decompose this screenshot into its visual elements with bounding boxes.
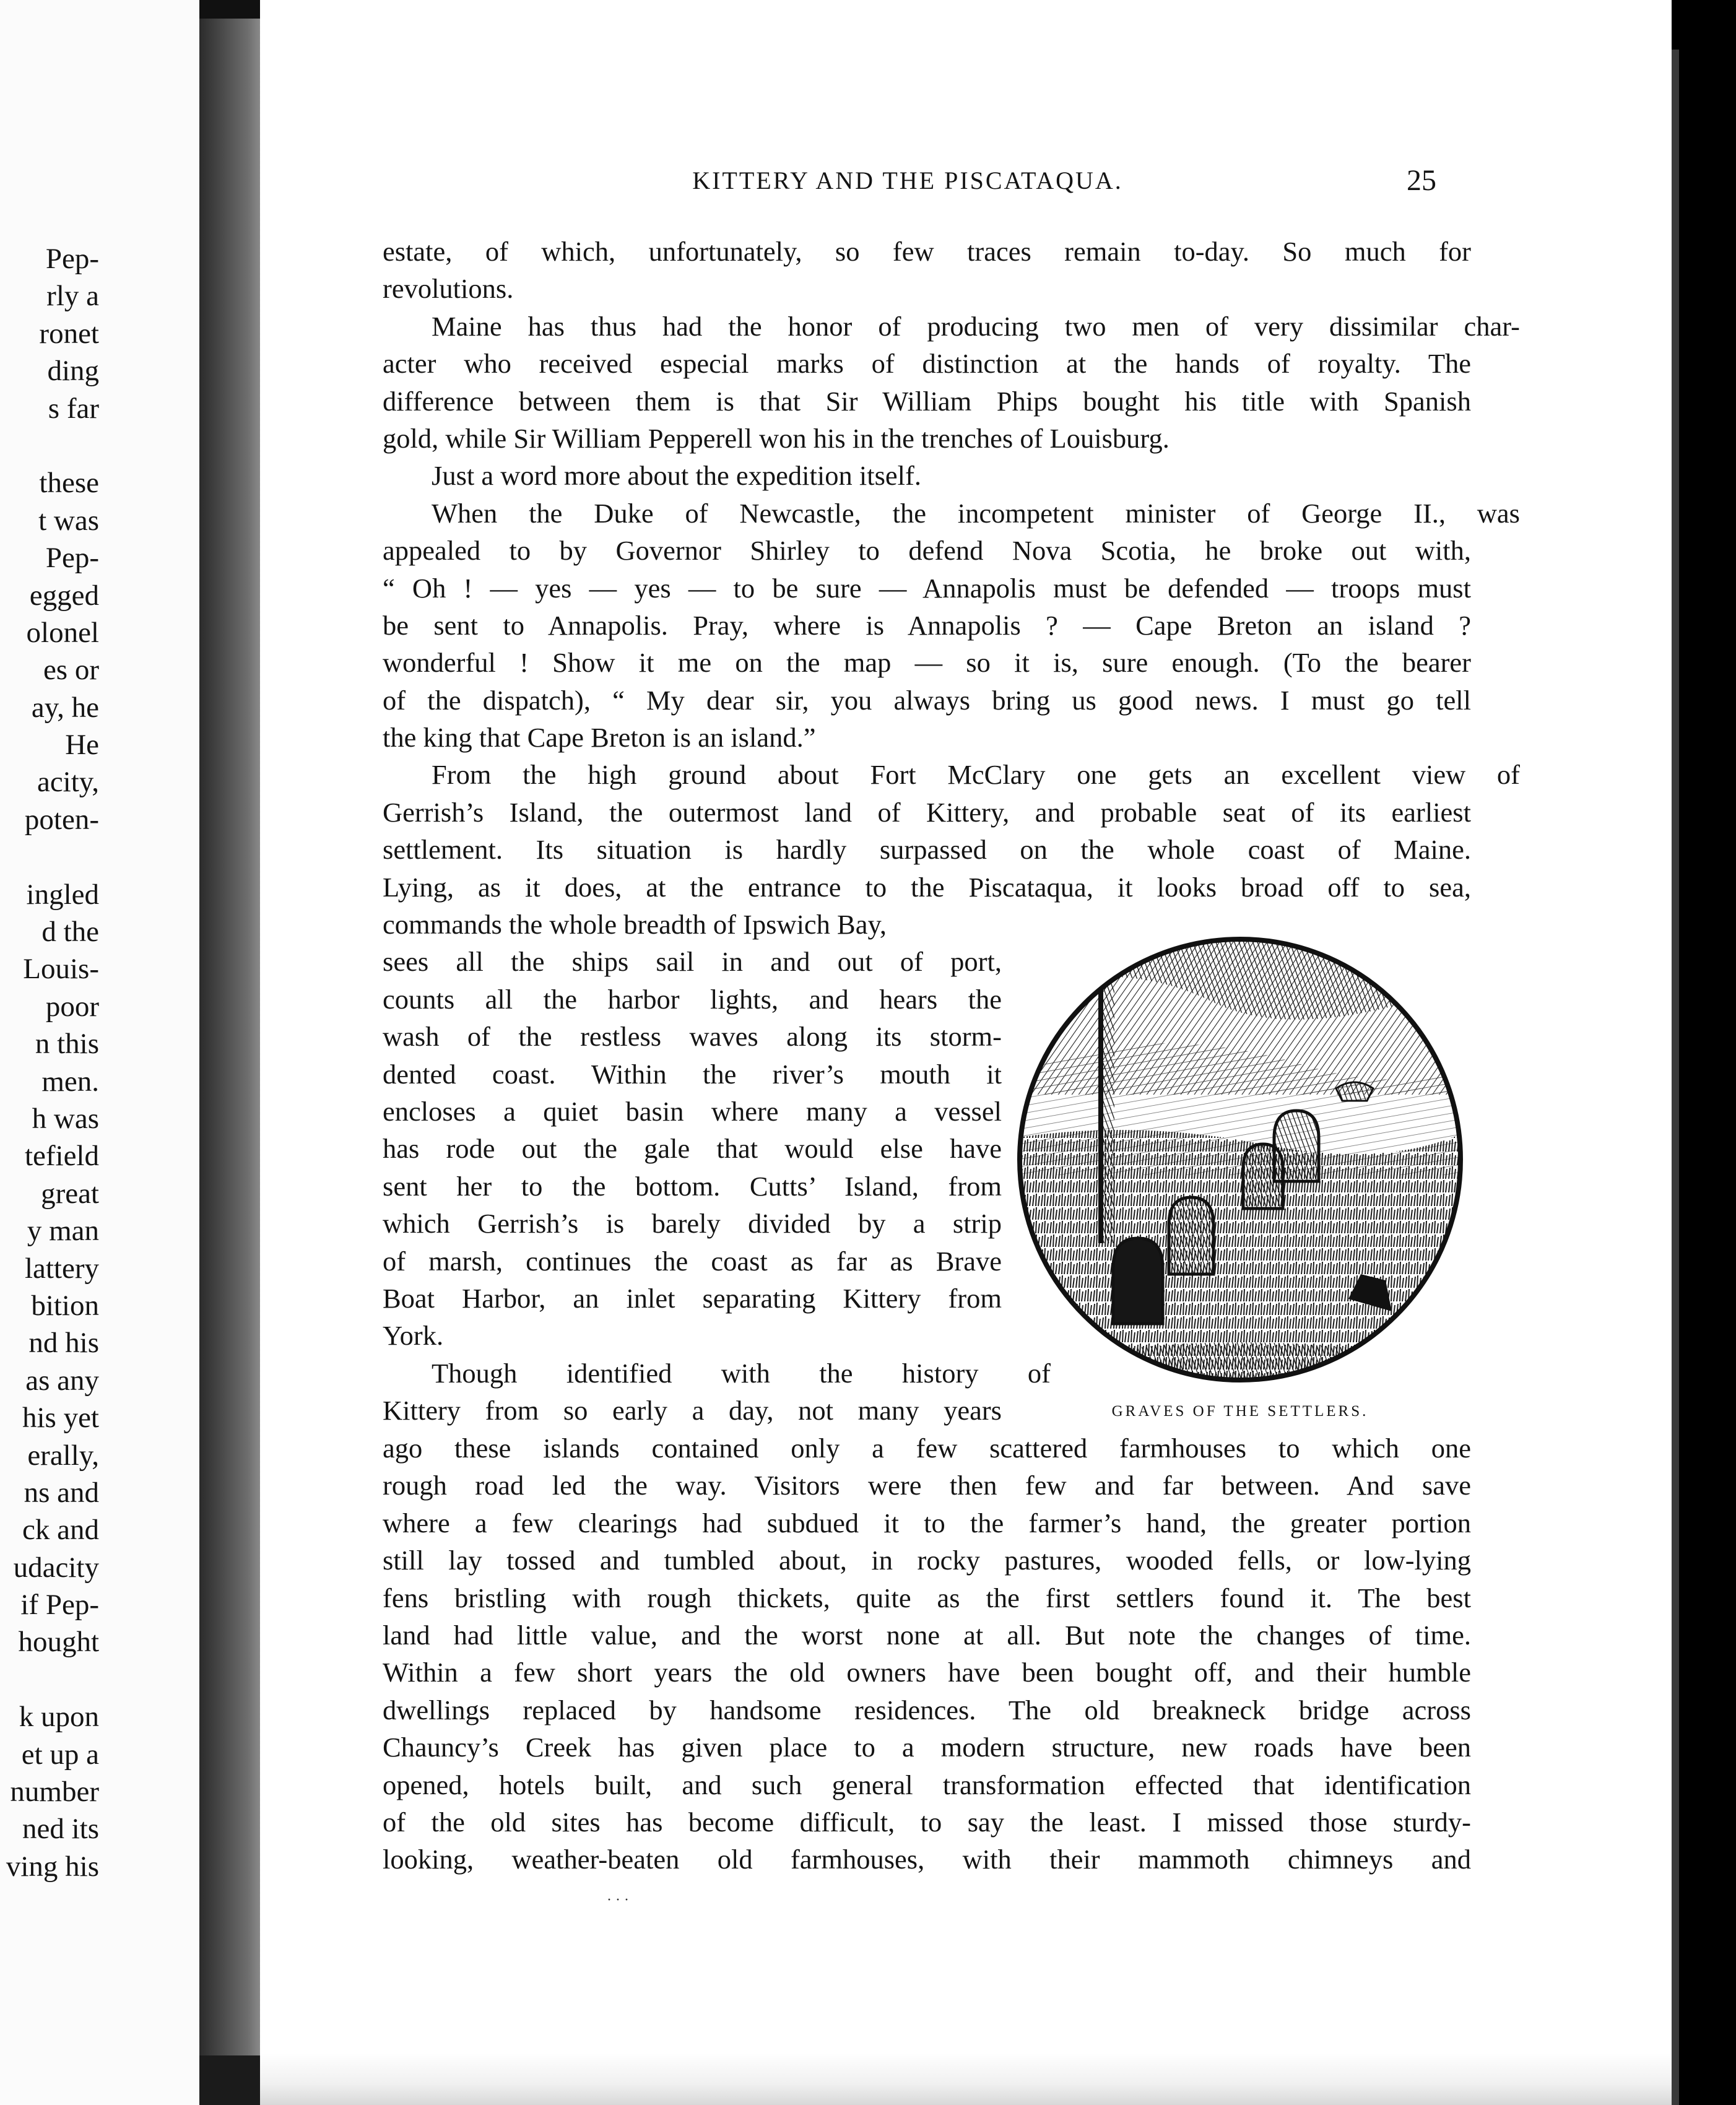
left-page-line: bition	[31, 1289, 99, 1322]
gutter-shadow-top	[199, 0, 260, 19]
text-line: where a few clearings had subdued it to the farmer’s hand, the greater portion	[383, 1507, 1471, 1539]
text-line: Kittery from so early a day, not many years	[383, 1395, 1002, 1426]
text-line: land had little value, and the worst none at all. But note the changes of time.	[383, 1619, 1471, 1651]
left-page-line: erally,	[27, 1439, 99, 1472]
left-page-line: He	[65, 729, 99, 762]
text-line: of the dispatch), “ My dear sir, you always bring us good news. I must go tell	[383, 684, 1471, 716]
left-page-line: et up a	[21, 1738, 99, 1771]
left-page-line: number	[10, 1776, 99, 1808]
left-page-line: Pep-	[45, 542, 99, 575]
text-line: “ Oh ! — yes — yes — to be sure — Annapolis must be defended — troops must	[383, 572, 1471, 604]
text-line: of the old sites has become difficult, to say the least. I missed those sturdy-	[383, 1806, 1471, 1838]
page-bottom-shadow	[260, 2053, 1672, 2105]
left-page-line: hought	[18, 1626, 99, 1659]
text-line: Chauncy’s Creek has given place to a modern structure, new roads have been	[383, 1732, 1471, 1763]
text-line: Gerrish’s Island, the outermost land of Kittery, and probable seat of its earliest	[383, 796, 1471, 828]
left-page-line: tefield	[24, 1140, 99, 1173]
text-line: wonderful ! Show it me on the map — so it is, sure enough. (To the bearer	[383, 647, 1471, 679]
text-line: encloses a quiet basin where many a vessel	[383, 1095, 1002, 1127]
text-line: acter who received especial marks of distinction at the hands of royalty. The	[383, 348, 1471, 380]
gutter-shadow-bottom	[199, 2055, 260, 2105]
left-page-line: ingled	[26, 878, 99, 911]
text-line: gold, while Sir William Pepperell won his in the trenches of Louisburg.	[383, 422, 1170, 454]
text-line: ago these islands contained only a few scattered farmhouses to which one	[383, 1433, 1471, 1464]
text-line: sent her to the bottom. Cutts’ Island, from	[383, 1170, 1002, 1202]
left-page-line: poten-	[24, 803, 99, 836]
text-line: York.	[383, 1320, 444, 1352]
left-page-line	[0, 427, 99, 464]
left-page-line: t was	[38, 504, 99, 537]
text-line: Though identified with the history of	[432, 1357, 1051, 1389]
text-line: dwellings replaced by handsome residences. The old breakneck bridge across	[383, 1694, 1471, 1725]
left-page-text-fragment	[0, 240, 99, 1885]
text-line: rough road led the way. Visitors were then few and far between. And save	[383, 1470, 1471, 1501]
book-gutter	[199, 0, 260, 2105]
left-page-line: egged	[29, 579, 99, 612]
left-page-line: Louis-	[23, 953, 99, 986]
left-page-line: if Pep-	[20, 1589, 99, 1621]
text-line: counts all the harbor lights, and hears the	[383, 983, 1002, 1015]
left-page-line	[0, 1661, 99, 1698]
text-line: settlement. Its situation is hardly surpassed on the whole coast of Maine.	[383, 834, 1471, 866]
text-line: Boat Harbor, an inlet separating Kittery from	[383, 1282, 1002, 1314]
text-line: Lying, as it does, at the entrance to the Piscataqua, it looks broad off to sea,	[383, 871, 1471, 903]
text-line: of marsh, continues the coast as far as Brave	[383, 1245, 1002, 1277]
left-page-line: udacity	[13, 1551, 99, 1584]
text-line: looking, weather-beaten old farmhouses, with their mammoth chimneys and	[383, 1844, 1471, 1875]
left-page-line: poor	[45, 990, 99, 1023]
text-line: which Gerrish’s is barely divided by a strip	[383, 1208, 1002, 1239]
body-text-top	[383, 233, 1596, 906]
left-page-line: s far	[48, 392, 99, 425]
left-page-line	[0, 838, 99, 875]
left-page-line: ay, he	[31, 691, 99, 724]
left-page-line: rly a	[46, 280, 99, 313]
text-line: revolutions.	[383, 273, 514, 305]
text-line: be sent to Annapolis. Pray, where is Annapolis ? — Cape Breton an island ?	[383, 609, 1471, 641]
text-line: commands the whole breadth of Ipswich Bay,	[383, 909, 887, 940]
left-page-line: ding	[47, 355, 99, 388]
text-line: From the high ground about Fort McClary one gets an excellent view of	[432, 759, 1520, 791]
text-line: appealed to by Governor Shirley to defend Nova Scotia, he broke out with,	[383, 535, 1471, 566]
text-line: wash of the restless waves along its storm-	[383, 1021, 1002, 1052]
left-page-line: es or	[43, 654, 99, 687]
running-title: KITTERY AND THE PISCATAQUA.	[692, 167, 1123, 194]
left-page-line: nd his	[28, 1327, 99, 1360]
text-line: Just a word more about the expedition itself.	[432, 460, 921, 492]
text-line: fens bristling with rough thickets, quite as the first settlers found it. The best	[383, 1582, 1471, 1613]
text-line: Within a few short years the old owners have been bought off, and their humble	[383, 1657, 1471, 1688]
left-page-line: these	[39, 467, 99, 500]
body-text-bottom	[383, 1430, 1596, 1878]
left-page-line: lattery	[24, 1252, 99, 1285]
figure-caption: GRAVES OF THE SETTLERS.	[1111, 1403, 1369, 1420]
left-facing-page	[0, 0, 199, 2105]
text-line: dented coast. Within the river’s mouth it	[383, 1058, 1002, 1090]
left-page-line: ck and	[22, 1514, 99, 1547]
text-line: Maine has thus had the honor of producing two men of very dissimilar char-	[432, 310, 1520, 342]
scan-right-border	[1672, 0, 1736, 2105]
text-line: still lay tossed and tumbled about, in rocky pastures, wooded fells, or low-lying	[383, 1545, 1471, 1576]
left-page-line: men.	[41, 1065, 99, 1098]
left-page-line: acity,	[37, 766, 99, 799]
left-page-line: y man	[27, 1215, 99, 1248]
scan-top-right-corner	[1672, 0, 1736, 50]
left-page-line: ned its	[22, 1813, 99, 1846]
left-page-line: olonel	[26, 616, 99, 649]
text-line: sees all the ships sail in and out of port,	[383, 946, 1002, 978]
text-line: opened, hotels built, and such general transformation effected that identification	[383, 1769, 1471, 1800]
left-page-line: h was	[32, 1102, 99, 1135]
engraving-figure	[1014, 934, 1466, 1428]
page-right-edge	[1672, 0, 1679, 2105]
left-page-line: n this	[35, 1028, 99, 1061]
left-page-line: as any	[25, 1364, 99, 1397]
left-page-line: his yet	[22, 1402, 99, 1434]
left-page-line: Pep-	[45, 243, 99, 275]
graves-engraving-illustration	[1014, 934, 1466, 1392]
text-line: difference between them is that Sir William Phips bought his title with Spanish	[383, 385, 1471, 417]
text-line: estate, of which, unfortunately, so few traces remain to-day. So much for	[383, 236, 1471, 267]
book-page	[260, 0, 1672, 2053]
text-line: the king that Cape Breton is an island.”	[383, 722, 816, 753]
page-number: 25	[1407, 164, 1436, 197]
left-page-line: ving his	[6, 1850, 99, 1883]
left-page-line: ronet	[39, 317, 99, 350]
left-page-line: great	[41, 1177, 99, 1210]
left-page-line: k upon	[19, 1701, 99, 1734]
text-line: has rode out the gale that would else have	[383, 1133, 1002, 1165]
left-page-line: d the	[41, 916, 99, 948]
scan-specks: · · ·	[607, 1892, 629, 1908]
text-line: When the Duke of Newcastle, the incompetent minister of George II., was	[432, 497, 1520, 529]
left-page-line: ns and	[24, 1476, 99, 1509]
page-header	[379, 162, 1436, 199]
